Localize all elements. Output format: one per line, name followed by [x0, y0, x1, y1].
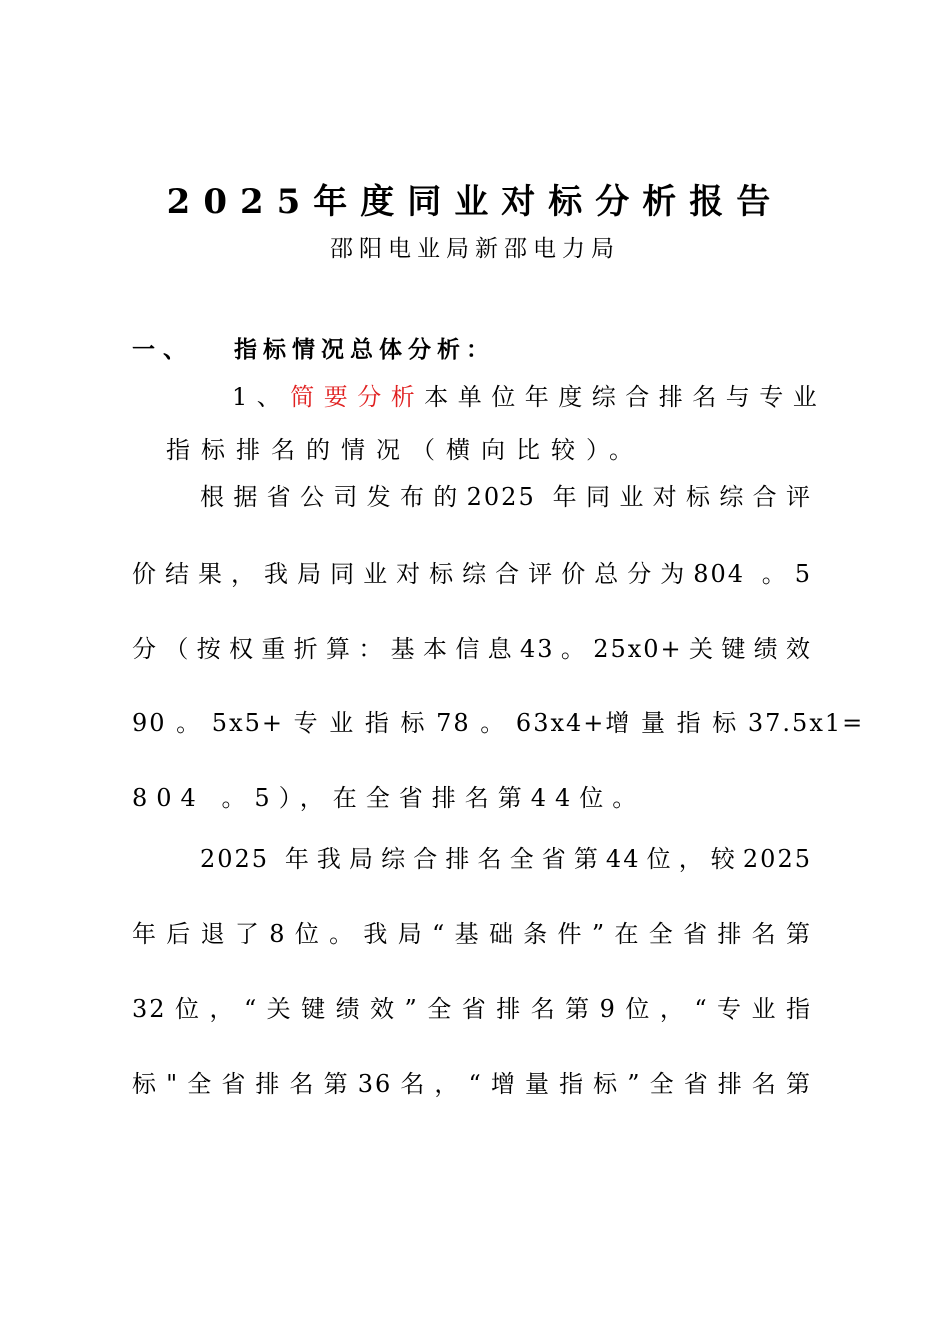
item-1-continuation: 指标排名的情况（横向比较）。: [166, 436, 644, 464]
paragraph-1-line: 90 。 5x5+ 专 业 指 标 78 。 63x4+增 量 指 标 37.5x1=: [132, 709, 865, 737]
report-subtitle: 邵阳电业局新邵电力局: [330, 236, 620, 262]
item-1-text: 本单位年度综合排名与专业: [424, 383, 827, 411]
paragraph-1-line: 分（按权重折算：基本信息43。25x0+关键绩效: [132, 635, 812, 663]
section-title: 指标情况总体分析：: [234, 336, 495, 363]
paragraph-2-line: 32位，“关键绩效”全省排名第9位，“专业指: [132, 995, 812, 1023]
item-1-prefix: 1、: [232, 383, 291, 411]
paragraph-1-line: 根据省公司发布的2025 年同业对标综合评: [200, 483, 812, 511]
item-1-highlight: 简要分析: [290, 383, 425, 411]
item-1-line: [232, 381, 826, 413]
paragraph-2-line: 年后退了8位。我局“基础条件”在全省排名第: [132, 920, 812, 948]
report-title: 2025年度同业对标分析报告: [166, 182, 784, 222]
section-number: 一、: [132, 336, 194, 363]
paragraph-2-line: 2025 年我局综合排名全省第44位，较2025: [200, 845, 812, 873]
paragraph-1-line: 804 。5），在全省排名第44位。: [132, 784, 646, 812]
paragraph-2-line: 标"全省排名第36名，“增量指标”全省排名第: [132, 1070, 812, 1098]
paragraph-1-line: 价结果，我局同业对标综合评价总分为804 。5: [132, 560, 812, 588]
